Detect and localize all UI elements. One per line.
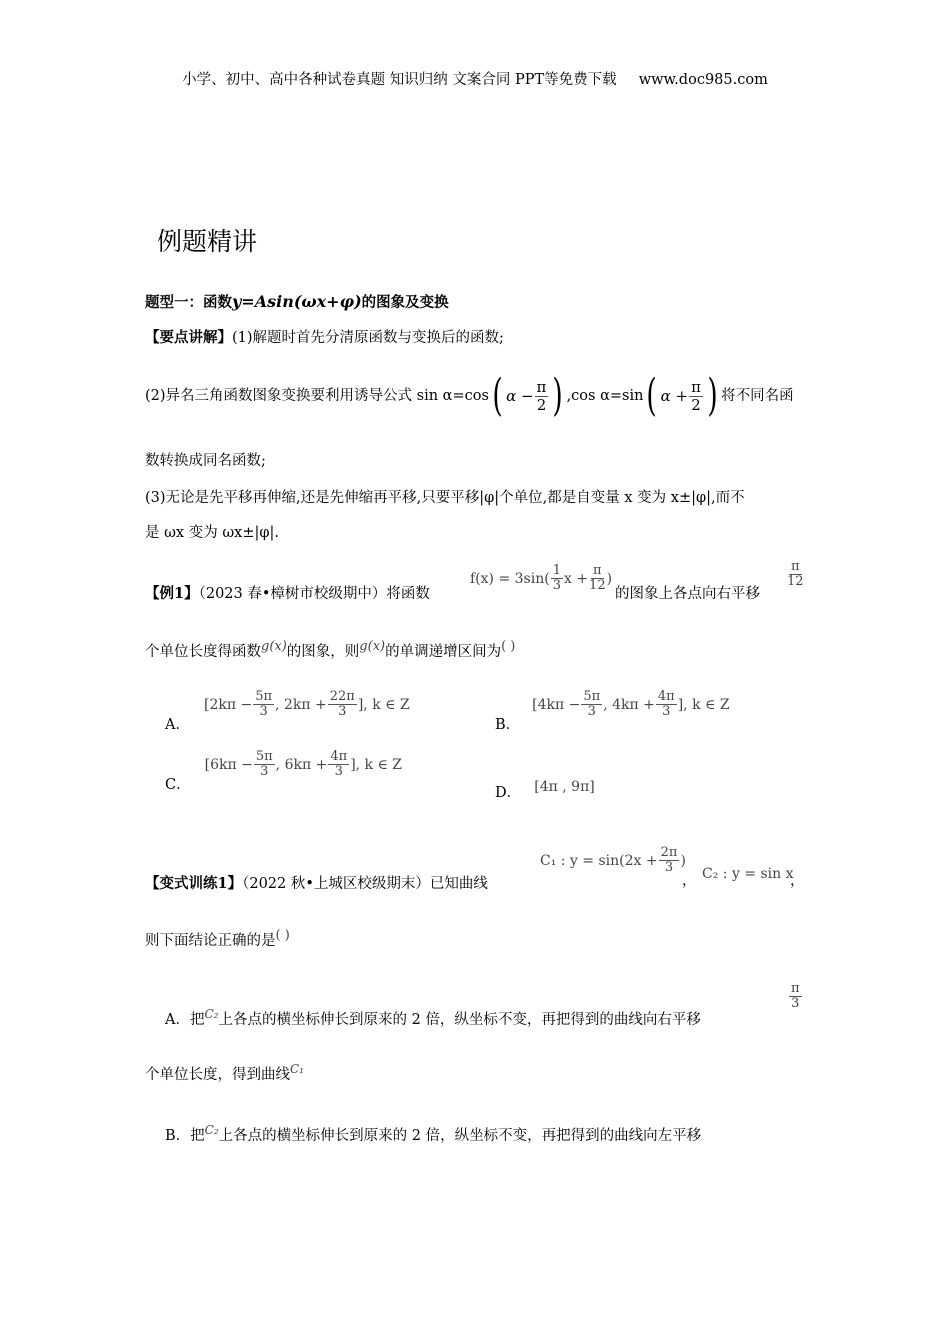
topic-formula: y=Asin(ωx+φ)	[232, 292, 362, 311]
example1-source: （2023 春•樟树市校级期中）将函数	[198, 586, 430, 602]
example1-shift: $\frac{\pi}{12}$	[787, 559, 804, 590]
alpha-plus: α +	[660, 386, 689, 405]
variant1-comma2: ，	[790, 873, 805, 889]
example1-tag: 【例1】	[145, 585, 199, 602]
example1-function: f(x) = 3sin( $\frac{1}{3}$ x + $\frac{\pi}{12}$ )	[470, 563, 613, 594]
c1-symbol: C₁	[290, 1062, 304, 1076]
key-point-2-start: (2)异名三角函数图象变换要利用诱导公式 sin α=cos	[145, 387, 489, 404]
c2-symbol: C₂	[204, 1007, 219, 1021]
gx-symbol: g(x)	[261, 639, 287, 654]
paren-right-1: )	[552, 370, 564, 421]
pi-over-2-a: $\frac{\pi}{2}$	[536, 378, 547, 414]
variant1-tag: 【变式训练1】	[145, 875, 243, 892]
topic-heading	[145, 294, 449, 311]
topic-prefix: 题型一：函数	[145, 294, 232, 311]
key-point-2	[145, 370, 794, 421]
example1-option-b[interactable]: B． [4kπ − $\frac{5\pi}{3}$ , 4kπ + $\frac{4\pi}{3}$ ], k ∈ Z	[495, 689, 730, 733]
example1-option-c[interactable]: C． [6kπ − $\frac{5\pi}{3}$ , 6kπ + $\frac{4\pi}{3}$ ], k ∈ Z	[165, 749, 403, 793]
c2-symbol-b: C₂	[204, 1123, 219, 1137]
key-point-2-mid: ,cos α=sin	[566, 387, 644, 404]
variant1-source: （2022 秋•上城区校级期末）已知曲线	[242, 876, 488, 892]
variant1-intro	[145, 877, 488, 892]
example1-line2: 个单位长度得函数$^{g(x)}$的图象，则$^{g(x)}$的单调递增区间为( )	[145, 639, 516, 660]
example1-option-a[interactable]: A． [2kπ − $\frac{5\pi}{3}$ , 2kπ + $\frac{22\pi}{3}$ ], k ∈ Z	[165, 689, 410, 733]
key-point-1-text: (1)解题时首先分清原函数与变换后的函数;	[232, 330, 504, 346]
example1-option-d[interactable]: D． [4π , 9π]	[495, 779, 595, 801]
variant1-option-a-shift: $\frac{\pi}{3}$	[791, 981, 800, 1012]
pi-over-2-b: $\frac{\pi}{2}$	[691, 378, 701, 414]
key-point-3-line2: 是 ωx 变为 ωx±|φ|.	[145, 525, 280, 541]
variant1-answer-paren: ( )	[275, 928, 290, 943]
alpha-minus: α −	[506, 386, 534, 405]
variant1-line2: 则下面结论正确的是( )	[145, 928, 290, 949]
paren-right-2: )	[707, 370, 718, 421]
variant1-option-a-line2: 个单位长度，得到曲线$^{C_1}$	[145, 1062, 304, 1083]
paren-left-2: (	[646, 370, 658, 421]
topic-suffix: 的图象及变换	[361, 294, 449, 311]
variant1-curve-c1: C₁ : y = sin(2x + $\frac{2\pi}{3}$ )	[540, 845, 686, 876]
key-point-2-line2: 数转换成同名函数;	[145, 453, 266, 469]
key-points-tag: 【要点讲解】	[145, 329, 232, 346]
key-point-2-end: 将不同名函	[721, 387, 794, 404]
variant1-comma1: ，	[682, 873, 697, 889]
page-header	[0, 68, 950, 89]
example1-after-func: 的图象上各点向右平移	[615, 586, 760, 602]
paren-left-1: (	[492, 370, 503, 421]
answer-paren: ( )	[501, 639, 516, 654]
example1-intro	[145, 587, 430, 602]
header-site: www.doc985.com	[638, 72, 768, 88]
variant1-option-b[interactable]: B．把$^{C_2}$上各点的横坐标伸长到原来的 2 倍，纵坐标不变，再把得到的曲线向左平移	[165, 1123, 702, 1144]
section-title: 例题精讲	[157, 227, 258, 256]
variant1-option-a[interactable]: A．把$^{C_2}$上各点的横坐标伸长到原来的 2 倍，纵坐标不变，再把得到的曲线向右平移	[165, 1007, 701, 1028]
variant1-curve-c2: C₂ : y = sin x	[702, 866, 794, 882]
header-text: 小学、初中、高中各种试卷真题 知识归纳 文案合同 PPT等免费下载	[182, 72, 617, 88]
gx-symbol-2: g(x)	[359, 639, 386, 654]
key-point-1	[145, 331, 504, 346]
key-point-3-line1: (3)无论是先平移再伸缩,还是先伸缩再平移,只要平移|φ|个单位,都是自变量 x 变为 x±|φ|,而不	[145, 490, 745, 506]
